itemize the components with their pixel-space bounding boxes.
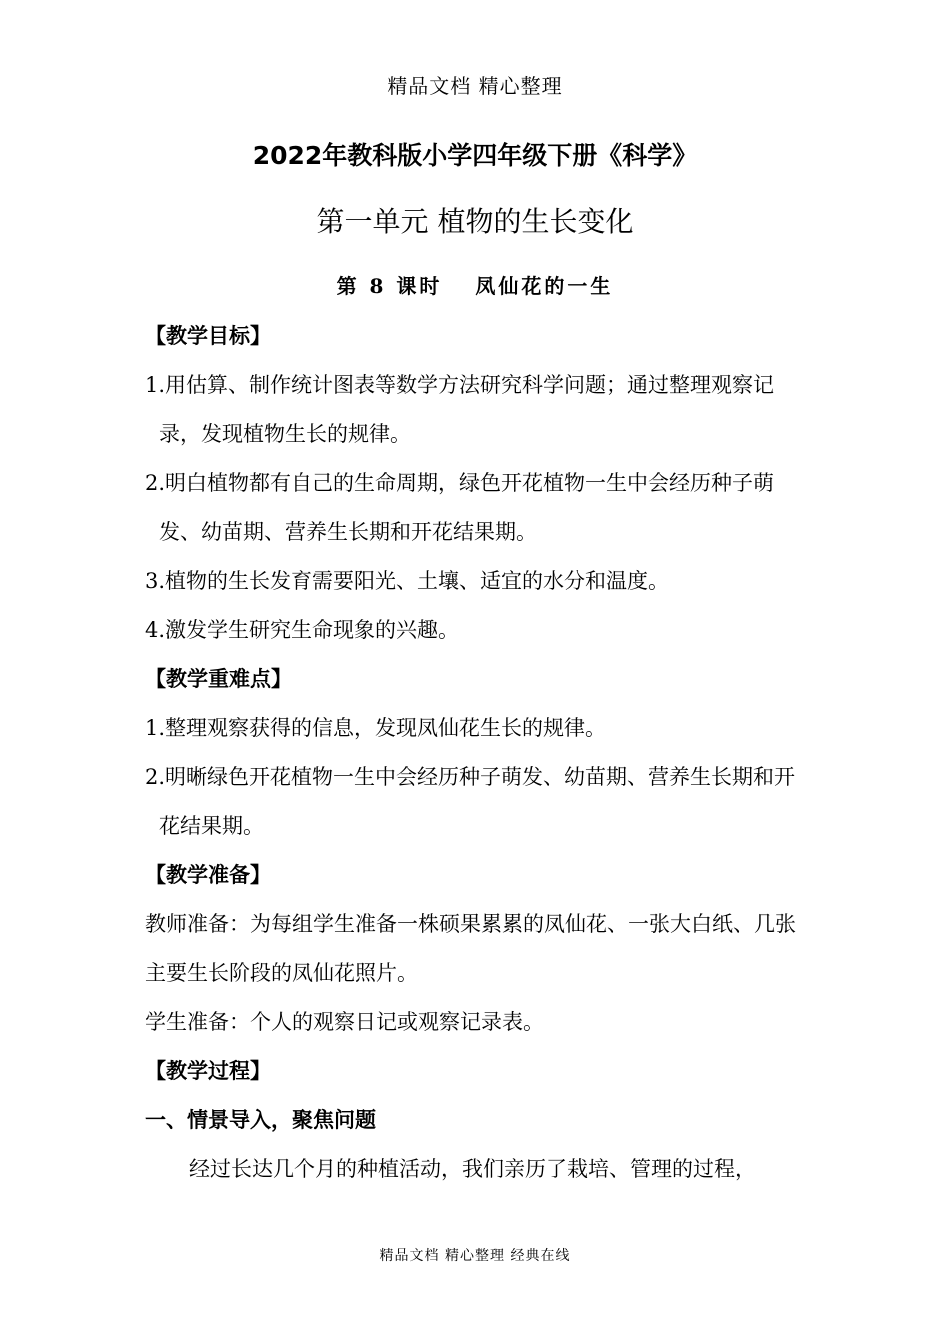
document-body — [145, 312, 815, 1194]
process-paragraph: 经过长达几个月的种植活动，我们亲历了栽培、管理的过程， — [189, 1157, 756, 1181]
key-point-item-1: 1.整理观察获得的信息，发现凤仙花生长的规律。 — [145, 716, 607, 740]
process-subheading: 一、情景导入，聚焦问题 — [145, 1108, 376, 1132]
lesson-title: 第 8 课时 凤仙花的一生 — [336, 274, 614, 298]
key-points-heading: 【教学重难点】 — [145, 667, 292, 691]
page-header: 精品文档 精心整理 — [387, 74, 563, 98]
teacher-preparation: 教师准备：为每组学生准备一株硕果累累的凤仙花、一张大白纸、几张主要生长阶段的凤仙花照片。 — [145, 912, 796, 985]
key-point-item-2: 2.明晰绿色开花植物一生中会经历种子萌发、幼苗期、营养生长期和开花结果期。 — [145, 765, 796, 838]
objective-item-4: 4.激发学生研究生命现象的兴趣。 — [145, 618, 460, 642]
preparation-heading: 【教学准备】 — [145, 863, 271, 887]
objective-item-1: 1.用估算、制作统计图表等数学方法研究科学问题；通过整理观察记录，发现植物生长的规律。 — [145, 373, 775, 446]
objectives-heading: 【教学目标】 — [145, 324, 271, 348]
document-title: 2022年教科版小学四年级下册《科学》 — [252, 141, 698, 170]
process-heading: 【教学过程】 — [145, 1059, 271, 1083]
objective-item-3: 3.植物的生长发育需要阳光、土壤、适宜的水分和温度。 — [145, 569, 670, 593]
page-footer: 精品文档 精心整理 经典在线 — [379, 1248, 571, 1264]
objective-item-2: 2.明白植物都有自己的生命周期，绿色开花植物一生中会经历种子萌发、幼苗期、营养生长期和开花结果期。 — [145, 471, 775, 544]
unit-title: 第一单元 植物的生长变化 — [316, 205, 634, 238]
student-preparation: 学生准备：个人的观察日记或观察记录表。 — [145, 1010, 544, 1034]
